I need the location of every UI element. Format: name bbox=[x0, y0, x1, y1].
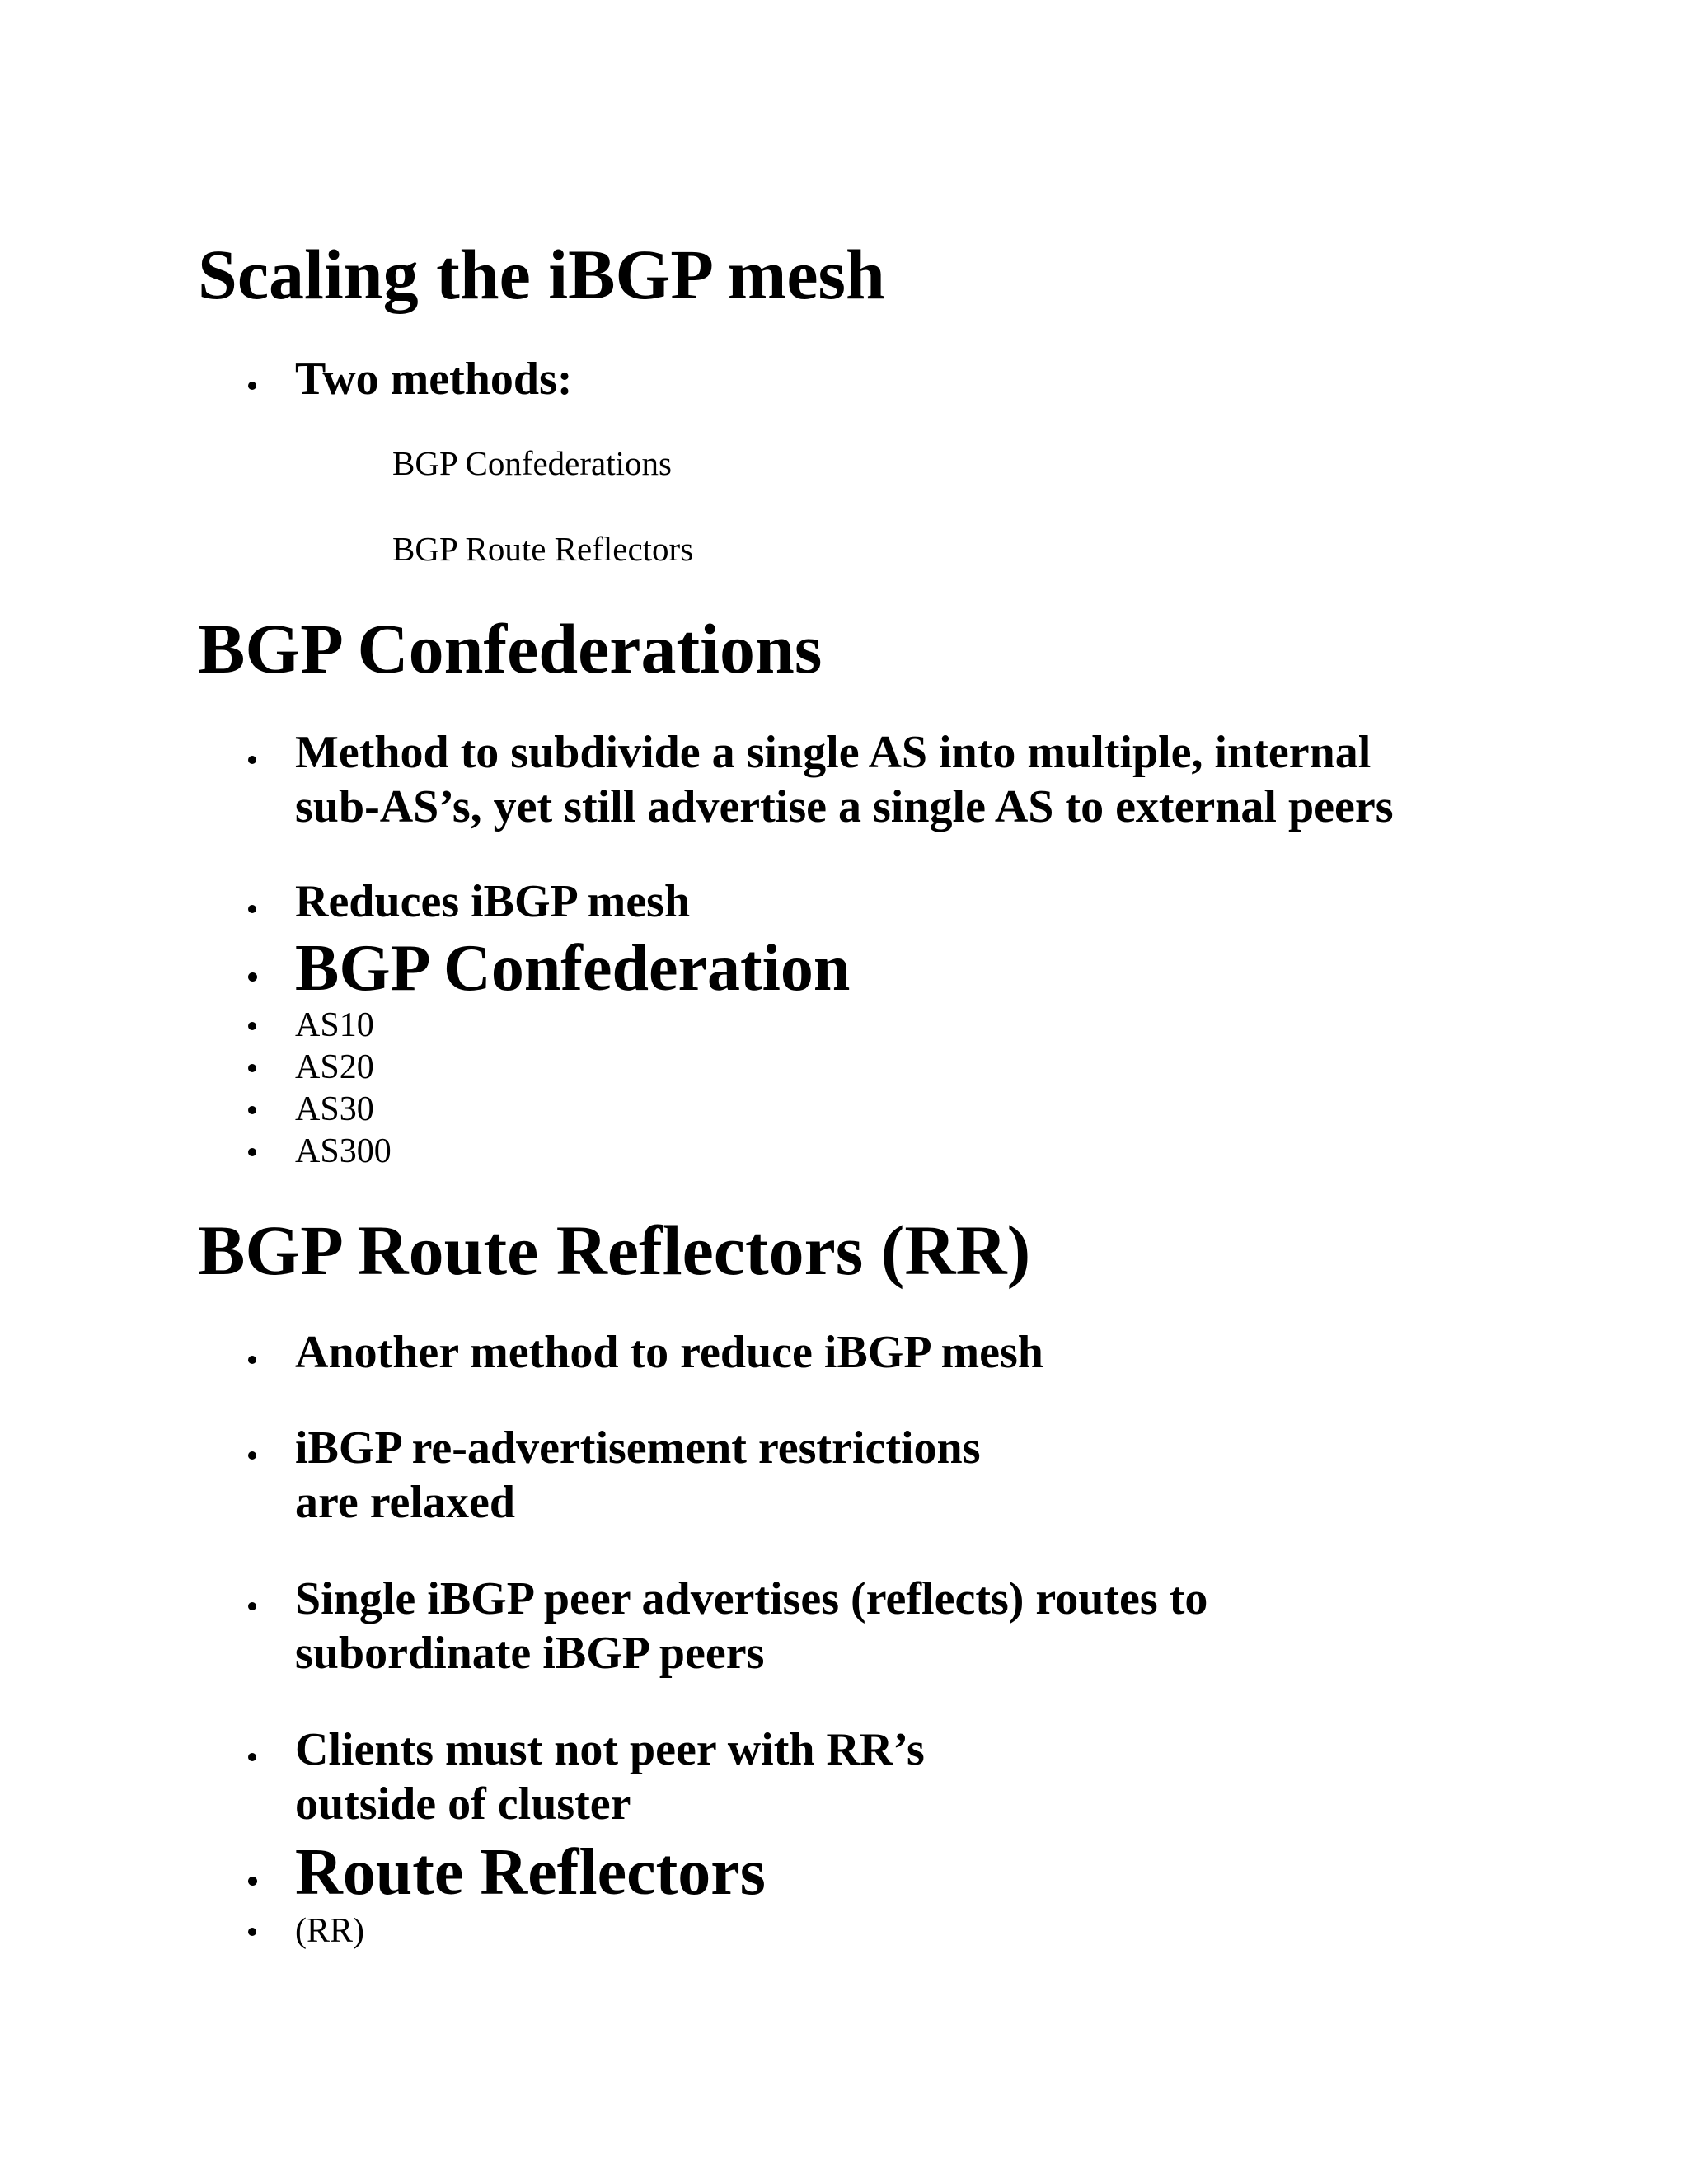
bullet-dot bbox=[248, 756, 256, 764]
bullet-dot bbox=[248, 382, 256, 390]
section-heading-route-reflectors: BGP Route Reflectors (RR) bbox=[198, 1211, 1031, 1290]
bullet-clients-line2: outside of cluster bbox=[295, 1779, 631, 1830]
bullet-rr: (RR) bbox=[295, 1912, 364, 1950]
bullet-dot bbox=[248, 1022, 256, 1030]
subitem-bgp-route-reflectors: BGP Route Reflectors bbox=[392, 530, 694, 568]
bullet-dot bbox=[248, 1148, 256, 1156]
bullet-single-peer-line2: subordinate iBGP peers bbox=[295, 1628, 765, 1679]
subitem-bgp-confederations: BGP Confederations bbox=[392, 444, 672, 482]
bullet-readvertisement-line2: are relaxed bbox=[295, 1477, 515, 1528]
bullet-bgp-confederation: BGP Confederation bbox=[295, 932, 851, 1005]
bullet-dot bbox=[248, 1928, 256, 1936]
bullet-another-method: Another method to reduce iBGP mesh bbox=[295, 1327, 1043, 1378]
bullet-two-methods: Two methods: bbox=[295, 354, 573, 405]
bullet-clients-line1: Clients must not peer with RR’s bbox=[295, 1724, 925, 1775]
bullet-dot bbox=[248, 1602, 256, 1610]
bullet-reduces-ibgp-mesh: Reduces iBGP mesh bbox=[295, 876, 691, 927]
bullet-as10: AS10 bbox=[295, 1006, 374, 1044]
bullet-method-line1: Method to subdivide a single AS into multiple, internal bbox=[295, 727, 1372, 778]
bullet-as20: AS20 bbox=[295, 1048, 374, 1086]
section-heading-scaling: Scaling the iBGP mesh bbox=[198, 235, 885, 314]
bullet-as30: AS30 bbox=[295, 1090, 374, 1128]
bullet-dot bbox=[248, 1753, 256, 1761]
bullet-readvertisement-line1: iBGP re-advertisement restrictions bbox=[295, 1422, 981, 1474]
bullet-route-reflectors: Route Reflectors bbox=[295, 1836, 766, 1909]
bullet-dot bbox=[248, 1451, 256, 1460]
bullet-single-peer-line1: Single iBGP peer advertises (reflects) routes to bbox=[295, 1573, 1208, 1624]
bullet-method-line2: sub-AS’s, yet still advertise a single AS to external peers bbox=[295, 781, 1394, 832]
section-heading-confederations: BGP Confederations bbox=[198, 609, 823, 688]
bullet-dot bbox=[248, 1064, 256, 1072]
bullet-dot bbox=[248, 905, 256, 913]
bullet-dot bbox=[248, 1877, 257, 1886]
bullet-dot bbox=[248, 1356, 256, 1364]
bullet-dot bbox=[248, 1106, 256, 1114]
bullet-as300: AS300 bbox=[295, 1132, 392, 1170]
bullet-dot bbox=[248, 972, 257, 982]
